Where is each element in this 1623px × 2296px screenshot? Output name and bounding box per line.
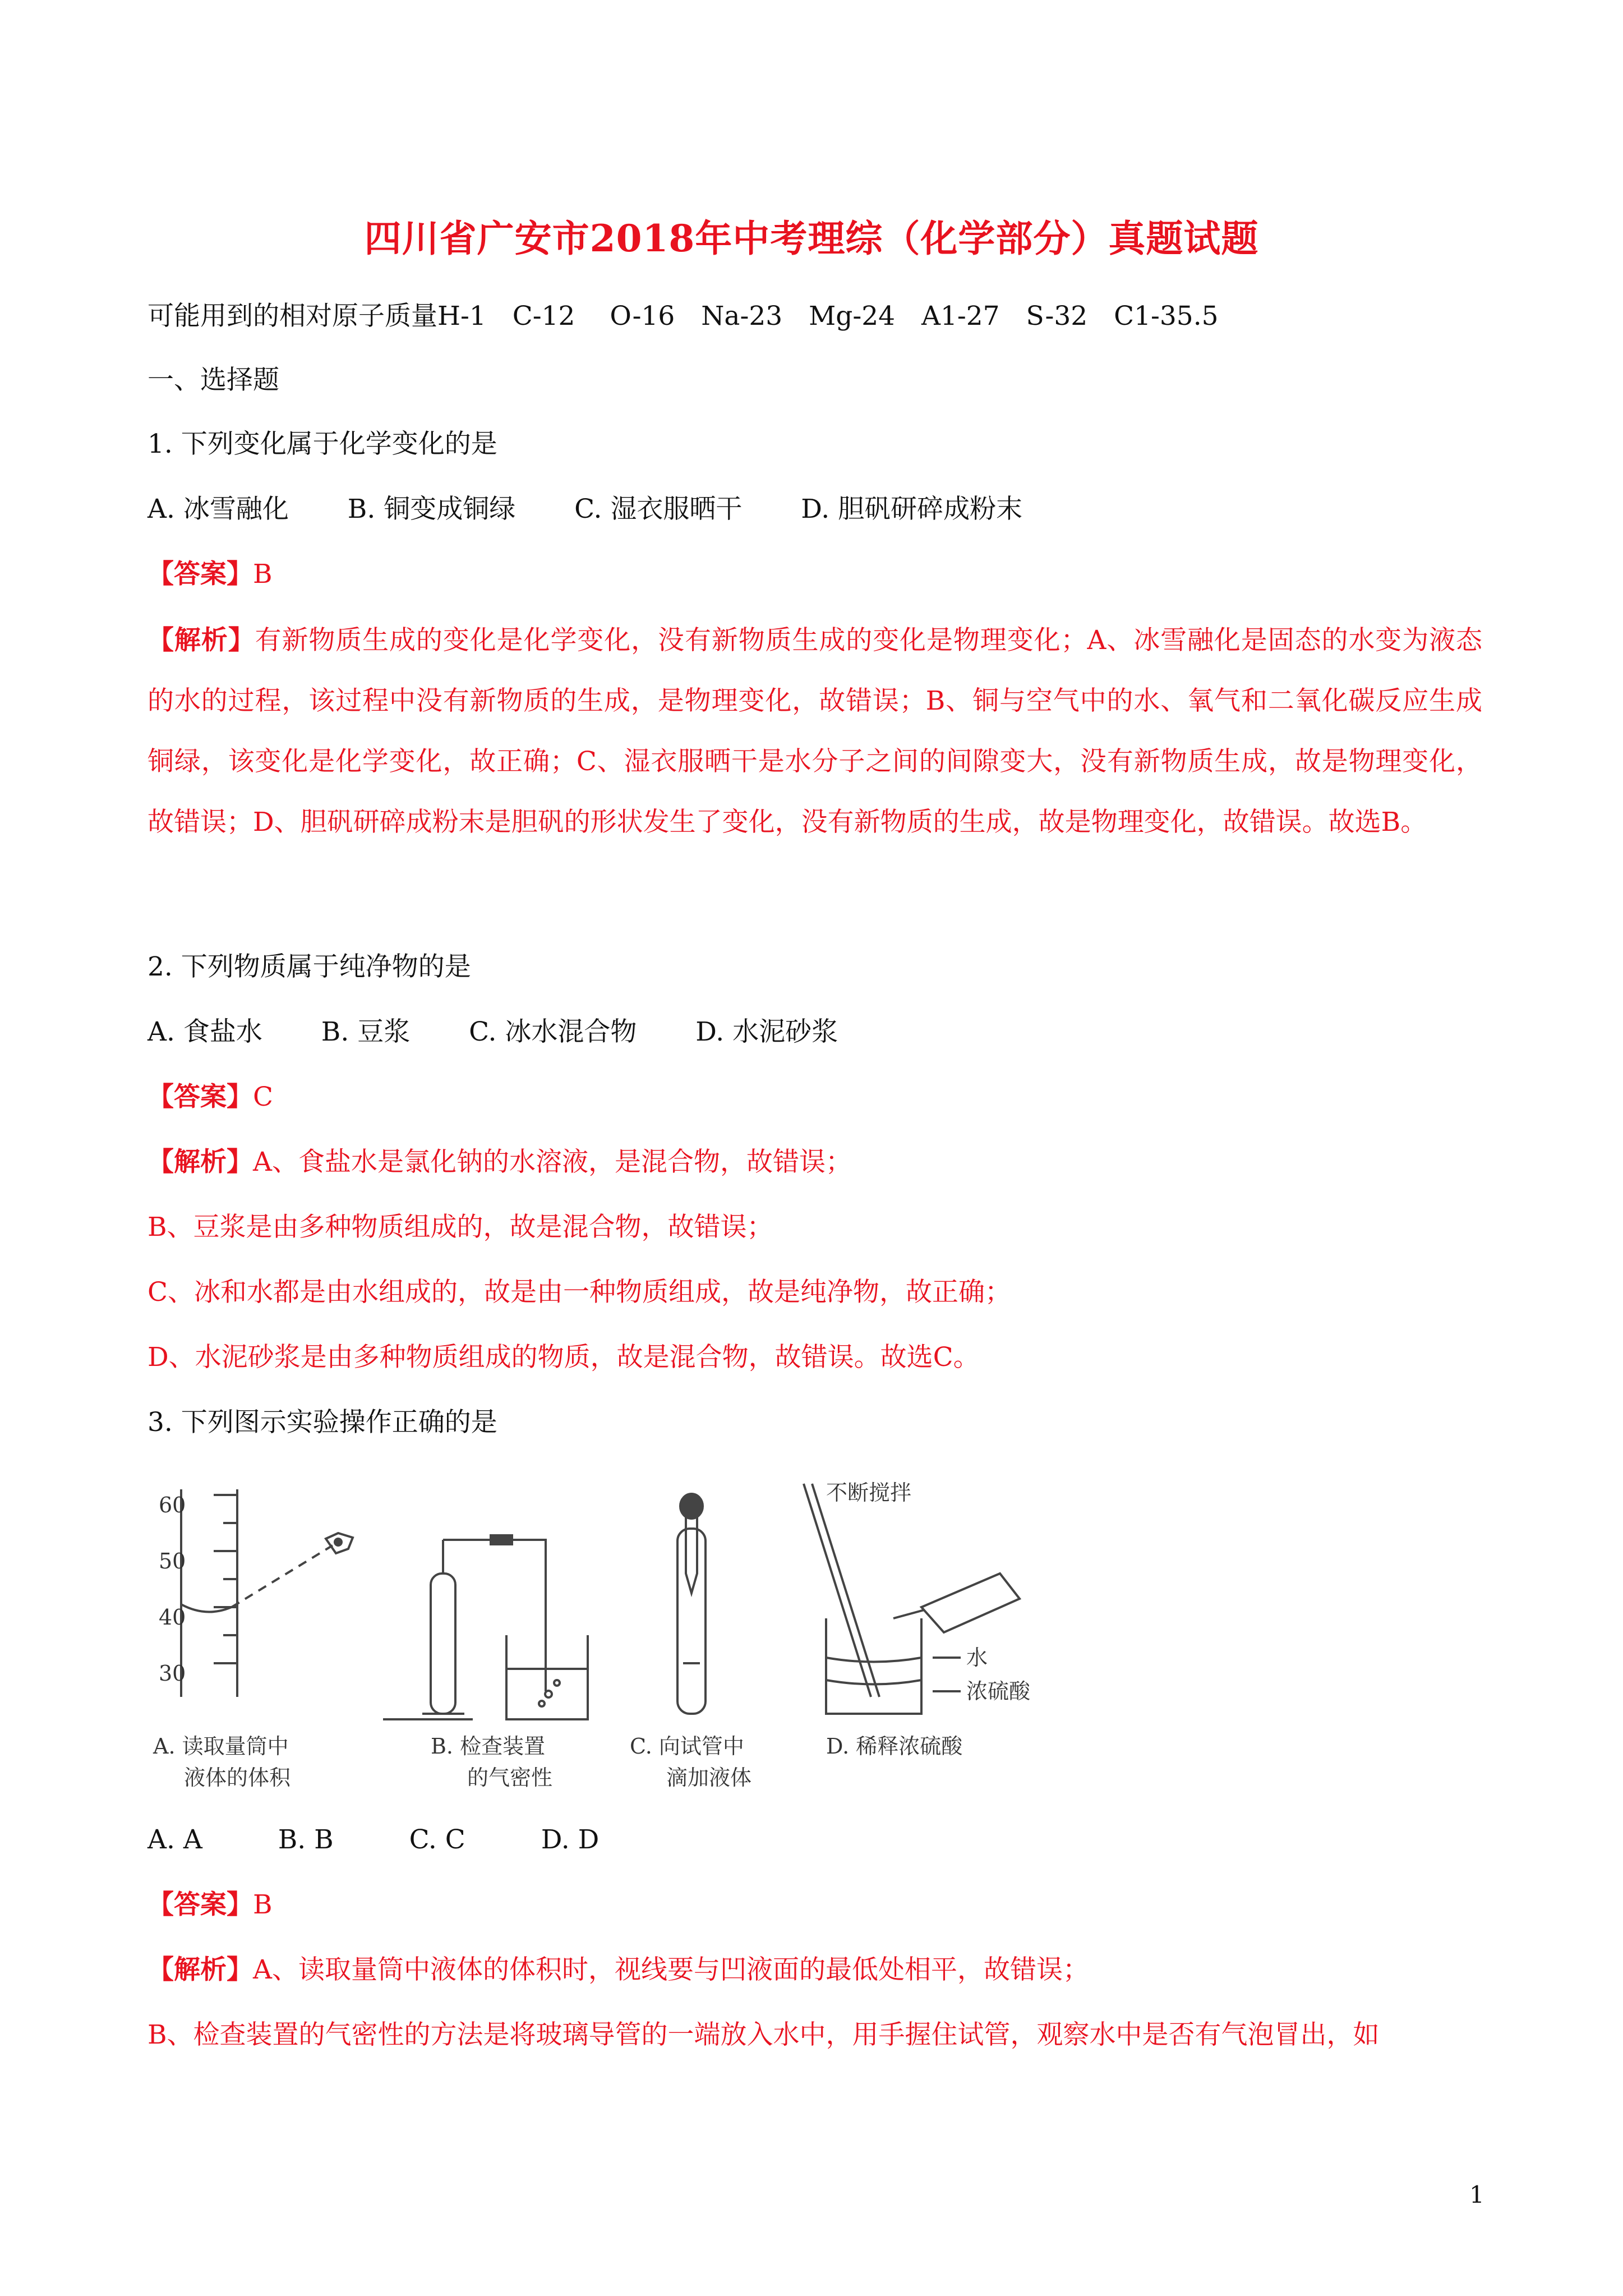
caption-a-line-2: 液体的体积: [184, 1765, 291, 1790]
question-1-answer: [147, 558, 273, 591]
dropper-test-tube-icon: [677, 1494, 706, 1714]
option-a: A. A: [147, 1824, 202, 1855]
answer-tag: 【答案】: [147, 559, 253, 590]
caption-b-line-1: B. 检查装置: [431, 1734, 546, 1759]
question-3-analysis-line: [147, 1953, 1089, 1987]
caption-d: D. 稀释浓硫酸: [826, 1734, 963, 1759]
label-water: 水: [966, 1645, 988, 1670]
label-acid: 浓硫酸: [966, 1679, 1031, 1704]
answer-tag: 【答案】: [147, 1889, 253, 1920]
analysis-tag: 【解析】: [147, 1954, 253, 1985]
caption-a-line-1: A. 读取量筒中: [153, 1734, 289, 1759]
question-2-options: [147, 1015, 888, 1049]
page-title: 四川省广安市2018年中考理综（化学部分）真题试题: [364, 217, 1259, 260]
airtightness-setup-icon: [383, 1535, 588, 1719]
question-2-stem: 2. 下列物质属于纯净物的是: [147, 951, 471, 982]
lab-operations-figure: [147, 1473, 1073, 1798]
option-d: D. D: [541, 1824, 600, 1855]
answer-value: C: [253, 1082, 273, 1112]
graduated-cylinder-icon: [181, 1489, 353, 1697]
option-b: B. 豆浆: [321, 1016, 411, 1047]
analysis-tag: 【解析】: [147, 1147, 253, 1177]
caption-c-line-1: C. 向试管中: [630, 1734, 744, 1759]
option-d: D. 水泥砂浆: [695, 1016, 838, 1047]
question-3-stem: 3. 下列图示实验操作正确的是: [147, 1407, 497, 1438]
question-3-analysis-line: B、检查装置的气密性的方法是将玻璃导管的一端放入水中，用手握住试管，观察水中是否有气泡冒出，如: [147, 2019, 1380, 2050]
question-1-analysis: [147, 610, 1482, 853]
question-1-stem: 1. 下列变化属于化学变化的是: [147, 429, 497, 459]
question-2-analysis-line: B、豆浆是由多种物质组成的，故是混合物，故错误；: [147, 1212, 773, 1243]
tick-30: 30: [159, 1661, 186, 1686]
caption-c-line-2: 滴加液体: [666, 1765, 752, 1790]
tick-50: 50: [159, 1549, 186, 1573]
question-2-analysis-line: D、水泥砂浆是由多种物质组成的物质，故是混合物，故错误。故选C。: [147, 1342, 980, 1373]
analysis-text: 有新物质生成的变化是化学变化，没有新物质生成的变化是物理变化；A、冰雪融化是固态的水变为液态的水的过程，该过程中没有新物质的生成，是物理变化，故错误；B、铜与空气中的水、氧气和二氧化碳反应生成铜绿，该变化是化学变化，故正确；C、湿衣服晒干是水分子之间的间隙变大，没有新物质生成，故是物理变化，故错误；D、胆矾研碎成粉末是胆矾的形状发生了变化，没有新物质的生成，故是物理变化，故错误。故选B。: [147, 625, 1482, 838]
tick-60: 60: [159, 1493, 186, 1517]
option-b: B. B: [278, 1824, 334, 1855]
option-c: C. 冰水混合物: [469, 1016, 637, 1047]
option-d: D. 胆矾研碎成粉末: [801, 494, 1023, 524]
option-a: A. 食盐水: [147, 1016, 262, 1047]
question-1-options: [147, 493, 1073, 526]
question-3-answer: [147, 1888, 273, 1922]
caption-b-line-2: 的气密性: [467, 1765, 553, 1790]
option-c: C. 湿衣服晒干: [574, 494, 743, 524]
analysis-tag: 【解析】: [147, 625, 255, 656]
analysis-text: A、读取量筒中液体的体积时，视线要与凹液面的最低处相平，故错误；: [253, 1954, 1089, 1985]
answer-value: B: [253, 559, 273, 590]
question-3-options: [147, 1823, 666, 1857]
question-2-analysis-line: [147, 1145, 852, 1179]
question-2-answer: [147, 1080, 273, 1114]
page-number: 1: [1469, 2181, 1484, 2208]
option-b: B. 铜变成铜绿: [347, 494, 516, 524]
atomic-mass-line: 可能用到的相对原子质量H-1 C-12 O-16 Na-23 Mg-24 A1-27 S-32 C1-35.5: [147, 301, 1219, 332]
answer-value: B: [253, 1889, 273, 1920]
answer-tag: 【答案】: [147, 1082, 253, 1112]
tick-40: 40: [159, 1605, 186, 1630]
option-a: A. 冰雪融化: [147, 494, 289, 524]
option-c: C. C: [409, 1824, 465, 1855]
analysis-text: A、食盐水是氯化钠的水溶液，是混合物，故错误；: [253, 1147, 852, 1177]
question-2-analysis-line: C、冰和水都是由水组成的，故是由一种物质组成，故是纯净物，故正确；: [147, 1277, 1011, 1308]
label-stir: 不断搅拌: [826, 1480, 912, 1505]
section-heading: 一、选择题: [147, 365, 279, 395]
